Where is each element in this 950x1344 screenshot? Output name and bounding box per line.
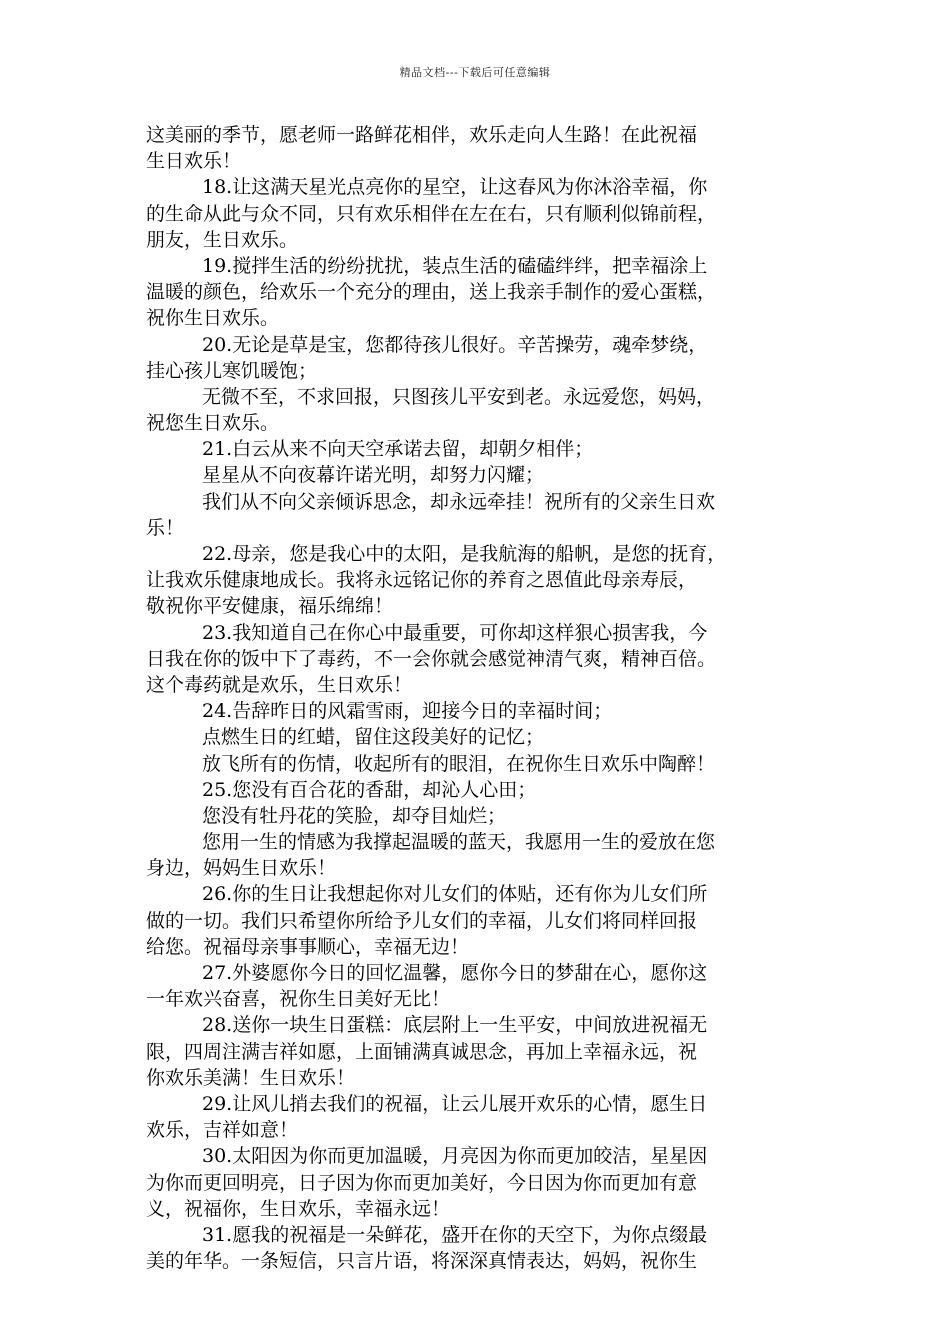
- text-line: 我们从不向父亲倾诉思念，却永远牵挂！祝所有的父亲生日欢: [202, 490, 716, 513]
- text-line: 祝你生日欢乐。: [146, 307, 280, 330]
- page-header: 精品文档---下载后可任意编辑: [399, 66, 551, 79]
- text-line: 31.愿我的祝福是一朵鲜花，盛开在你的天空下，为你点缀最: [202, 1223, 708, 1246]
- text-line: 无微不至，不求回报，只图孩儿平安到老。永远爱您，妈妈，: [202, 385, 716, 408]
- text-line: 日我在你的饭中下了毒药，不一会你就会感觉神清气爽，精神百倍。: [146, 647, 717, 670]
- text-line: 这个毒药就是欢乐，生日欢乐！: [146, 673, 413, 696]
- text-line: 27.外婆愿你今日的回忆温馨，愿你今日的梦甜在心，愿你这: [202, 962, 708, 984]
- text-line: 30.太阳因为你而更加温暖，月亮因为你而更加皎洁，星星因: [202, 1145, 708, 1168]
- text-line: 这美丽的季节，愿老师一路鲜花相伴，欢乐走向人生路！在此祝福: [146, 124, 698, 146]
- text-line: 您用一生的情感为我撑起温暖的蓝天，我愿用一生的爱放在您: [202, 831, 716, 854]
- text-line: 身边，妈妈生日欢乐！: [146, 857, 337, 880]
- text-line: 29.让风儿捎去我们的祝福，让云儿展开欢乐的心情，愿生日: [202, 1092, 708, 1115]
- text-line: 义，祝福你，生日欢乐，幸福永远！: [146, 1197, 451, 1220]
- text-line: 20.无论是草是宝，您都待孩儿很好。辛苦操劳，魂牵梦绕，: [202, 333, 708, 356]
- text-line: 做的一切。我们只希望你所给予儿女们的幸福，儿女们将同样回报: [146, 909, 698, 932]
- text-line: 你欢乐美满！生日欢乐！: [146, 1066, 356, 1089]
- text-line: 星星从不向夜幕许诺光明，却努力闪耀；: [202, 464, 545, 487]
- text-line: 温暖的颜色，给欢乐一个充分的理由，送上我亲手制作的爱心蛋糕，: [146, 281, 717, 304]
- text-line: 挂心孩儿寒饥暖饱；: [146, 359, 318, 382]
- text-line: 24.告辞昨日的风霜雪雨，迎接今日的幸福时间；: [202, 700, 613, 723]
- text-line: 18.让这满天星光点亮你的星空，让这春风为你沐浴幸福，你: [202, 176, 708, 199]
- text-line: 22.母亲，您是我心中的太阳，是我航海的船帆，是您的抚育，: [202, 543, 727, 565]
- text-line: 19.搅拌生活的纷纷扰扰，装点生活的磕磕绊绊，把幸福涂上: [202, 254, 708, 277]
- text-line: 26.你的生日让我想起你对儿女们的体贴，还有你为儿女们所: [202, 883, 708, 906]
- document-body: [146, 122, 810, 1274]
- text-line: 美的年华。一条短信，只言片语，将深深真情表达，妈妈，祝你生: [146, 1250, 698, 1273]
- text-line: 放飞所有的伤情，收起所有的眼泪，在祝你生日欢乐中陶醉！: [202, 752, 716, 775]
- text-line: 点燃生日的红蜡，留住这段美好的记忆；: [202, 726, 545, 749]
- text-line: 25.您没有百合花的香甜，却沁人心田；: [202, 778, 537, 801]
- text-line: 您没有牡丹花的笑脸，却夺目灿烂；: [202, 804, 507, 827]
- text-line: 限，四周注满吉祥如愿，上面铺满真诚思念，再加上幸福永远，祝: [146, 1040, 698, 1063]
- text-line: 祝您生日欢乐。: [146, 412, 280, 435]
- text-line: 一年欢兴奋喜，祝你生日美好无比！: [146, 988, 451, 1011]
- text-line: 的生命从此与众不同，只有欢乐相伴在左在右，只有顺利似锦前程，: [146, 202, 717, 225]
- text-line: 朋友，生日欢乐。: [146, 228, 299, 251]
- text-line: 欢乐，吉祥如意！: [146, 1119, 299, 1142]
- text-line: 乐！: [146, 516, 185, 539]
- text-line: 21.白云从来不向天空承诺去留，却朝夕相伴；: [202, 438, 594, 461]
- text-line: 生日欢乐！: [146, 150, 242, 173]
- text-line: 给您。祝福母亲事事顺心，幸福无边！: [146, 935, 470, 958]
- text-line: 敬祝你平安健康，福乐绵绵！: [146, 595, 394, 618]
- text-line: 让我欢乐健康地成长。我将永远铭记你的养育之恩值此母亲寿辰，: [146, 569, 698, 592]
- text-line: 23.我知道自己在你心中最重要，可你却这样狠心损害我，今: [202, 621, 708, 644]
- text-line: 28.送你一块生日蛋糕：底层附上一生平安，中间放进祝福无: [202, 1014, 708, 1037]
- text-line: 为你而更回明亮，日子因为你而更加美好，今日因为你而更加有意: [146, 1171, 698, 1194]
